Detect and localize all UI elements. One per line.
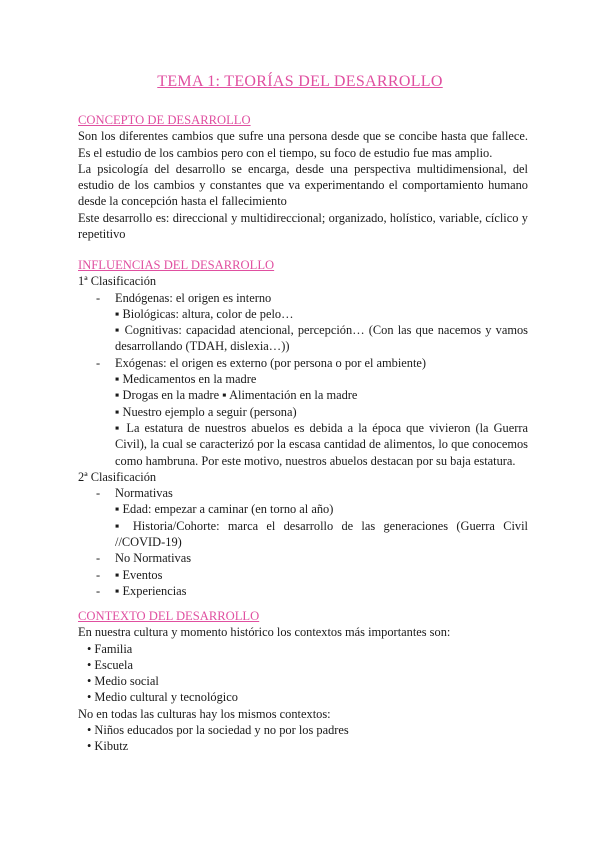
list-item: • Medio social <box>87 674 159 689</box>
list-subitem: ▪ Drogas en la madre ▪ Alimentación en la madre <box>115 388 358 403</box>
section-contexto <box>78 608 528 755</box>
section-heading: INFLUENCIAS DEL DESARROLLO <box>78 258 275 272</box>
list-item: • Familia <box>87 641 133 656</box>
list-item: • Kibutz <box>87 739 129 754</box>
list-item: - Endógenas: el origen es interno <box>78 290 528 306</box>
section-heading: CONCEPTO DE DESARROLLO <box>78 113 251 127</box>
list-subitem: ▪ La estatura de nuestros abuelos es debida a la época que vivieron (la Guerra Civil), la cual se caracterizó por la escasa cantidad de alimentos, lo que conocemos como hambruna. Por este motivo, nuestros abuelos destacan por su baja estatura. <box>115 420 528 468</box>
section-concepto <box>78 112 528 242</box>
section-influencias <box>78 257 528 599</box>
paragraph: Este desarrollo es: direccional y multidireccional; organizado, holístico, variable, cíclico y repetitivo <box>78 210 528 242</box>
paragraph: En nuestra cultura y momento histórico los contextos más importantes son: <box>78 625 451 640</box>
paragraph: No en todas las culturas hay los mismos contextos: <box>78 706 331 721</box>
list-subitem: ▪ Nuestro ejemplo a seguir (persona) <box>115 404 297 419</box>
list-subitem: ▪ Cognitivas: capacidad atencional, percepción… (Con las que nacemos y vamos desarrollando (TDAH, dislexia…)) <box>115 323 528 354</box>
list-subitem: ▪ Edad: empezar a caminar (en torno al año) <box>115 502 334 517</box>
list-subitem: ▪ Biológicas: altura, color de pelo… <box>115 306 294 321</box>
classification-label: 2ª Clasificación <box>78 469 157 484</box>
list-item: • Escuela <box>87 657 133 672</box>
list-item: • Medio cultural y tecnológico <box>87 690 238 705</box>
list-subitem: ▪ Medicamentos en la madre <box>115 372 257 387</box>
list-item: • Niños educados por la sociedad y no por los padres <box>87 723 349 738</box>
paragraph: Son los diferentes cambios que sufre una persona desde que se concibe hasta que fallece. Es el estudio de los cambios pero con el tiempo, su foco de estudio fue mas amplio. <box>78 129 528 160</box>
list-subitem: ▪ Historia/Cohorte: marca el desarrollo de las generaciones (Guerra Civil //COVID-19) <box>115 518 528 550</box>
classification-label: 1ª Clasificación <box>78 274 157 289</box>
list-item: - Exógenas: el origen es externo (por persona o por el ambiente) <box>78 355 528 371</box>
section-heading: CONTEXTO DEL DESARROLLO <box>78 609 260 623</box>
paragraph: La psicología del desarrollo se encarga, desde una perspectiva multidimensional, del estudio de los cambios y constantes que va experimentando el comportamiento humano desde la concepción hasta el fallecimiento <box>78 161 528 209</box>
page-title: TEMA 1: TEORÍAS DEL DESARROLLO <box>157 73 443 90</box>
list-item: - ▪ Eventos <box>78 567 528 583</box>
list-item: - ▪ Experiencias <box>78 583 528 599</box>
list-item: - No Normativas <box>78 550 528 566</box>
list-item: - Normativas <box>78 485 528 501</box>
